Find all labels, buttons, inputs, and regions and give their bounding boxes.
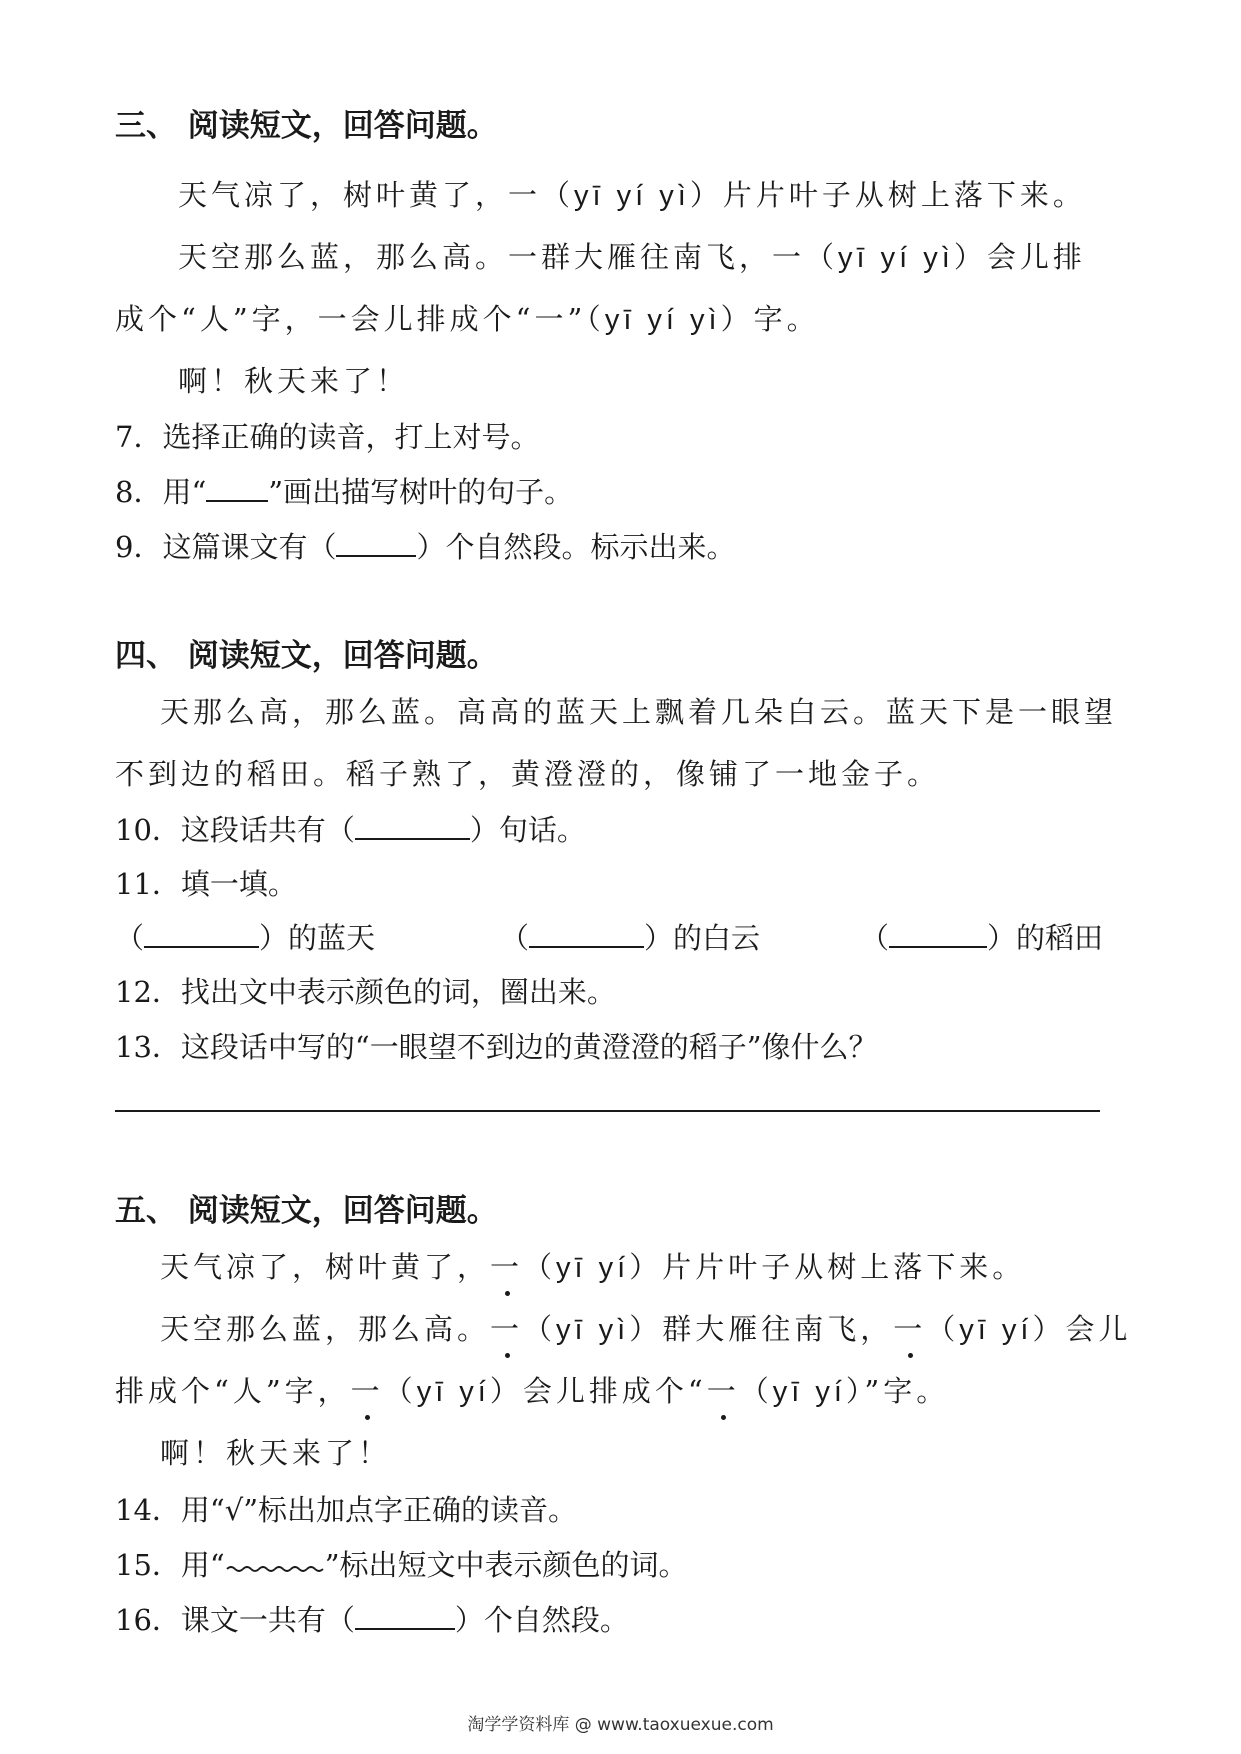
fill-blank-2: （ ）的白云 [500,921,761,955]
answer-blank[interactable] [529,924,644,948]
question-15: 15．用“ ”标出短文中表示颜色的词。 [115,1548,688,1582]
answer-blank[interactable] [355,816,470,840]
section3-paragraph-3: 啊！秋天来了！ [178,364,410,398]
fill-blank-1: （ ）的蓝天 [115,921,376,955]
dotted-character: 一 [351,1369,384,1410]
section4-paragraph-line-1: 天那么高，那么蓝。高高的蓝天上飘着几朵白云。蓝天下是一眼望 [160,695,1118,729]
question-7: 7．选择正确的读音，打上对号。 [115,420,540,454]
section3-heading: 三、 阅读短文，回答问题。 [115,108,498,144]
fill-blank-3: （ ）的稻田 [860,921,1104,955]
answer-blank[interactable] [336,533,416,557]
section4-heading: 四、 阅读短文，回答问题。 [115,638,498,674]
dotted-character: 一 [893,1307,926,1348]
question-14: 14．用“√”标出加点字正确的读音。 [115,1493,578,1527]
underline-sample [206,478,268,502]
question-13: 13．这段话中写的“一眼望不到边的黄澄澄的稻子”像什么？ [115,1030,878,1064]
question-8: 8．用“ ”画出描写树叶的句子。 [115,475,574,509]
section3-paragraph-1: 天气凉了，树叶黄了，一（yī yí yì）片片叶子从树上落下来。 [178,178,1086,212]
section5-paragraph-2-line-2: 排成个“人”字，一（yī yí）会儿排成个“一（yī yí）”字。 [115,1369,949,1410]
footer-watermark: 淘学学资料库 @ www.taoxuexue.com [467,1715,774,1735]
dotted-character: 一 [707,1369,740,1410]
wavy-underline-sample [225,1557,325,1575]
answer-blank[interactable] [889,924,987,948]
section5-heading: 五、 阅读短文，回答问题。 [115,1193,498,1229]
question-9: 9．这篇课文有（ ）个自然段。标示出来。 [115,530,736,564]
answer-blank[interactable] [355,1606,455,1630]
dotted-character: 一 [490,1245,523,1286]
question-10: 10．这段话共有（ ）句话。 [115,813,586,847]
question-12: 12．找出文中表示颜色的词，圈出来。 [115,975,616,1009]
section3-paragraph-2-line-1: 天空那么蓝，那么高。一群大雁往南飞，一（yī yí yì）会儿排 [178,240,1086,274]
answer-blank[interactable] [144,924,259,948]
question-16: 16．课文一共有（ ）个自然段。 [115,1603,629,1637]
section3-paragraph-2-line-2: 成个“人”字，一会儿排成个“一”（yī yí yì）字。 [115,302,820,336]
section5-paragraph-3: 啊！秋天来了！ [160,1436,392,1470]
section5-paragraph-2-line-1: 天空那么蓝，那么高。一（yī yì）群大雁往南飞，一（yī yí）会儿 [160,1307,1131,1348]
question-11: 11．填一填。 [115,867,297,901]
section5-paragraph-1: 天气凉了，树叶黄了，一（yī yí）片片叶子从树上落下来。 [160,1245,1025,1286]
section4-paragraph-line-2: 不到边的稻田。稻子熟了，黄澄澄的，像铺了一地金子。 [115,757,941,791]
answer-line[interactable] [115,1110,1100,1112]
dotted-character: 一 [490,1307,523,1348]
